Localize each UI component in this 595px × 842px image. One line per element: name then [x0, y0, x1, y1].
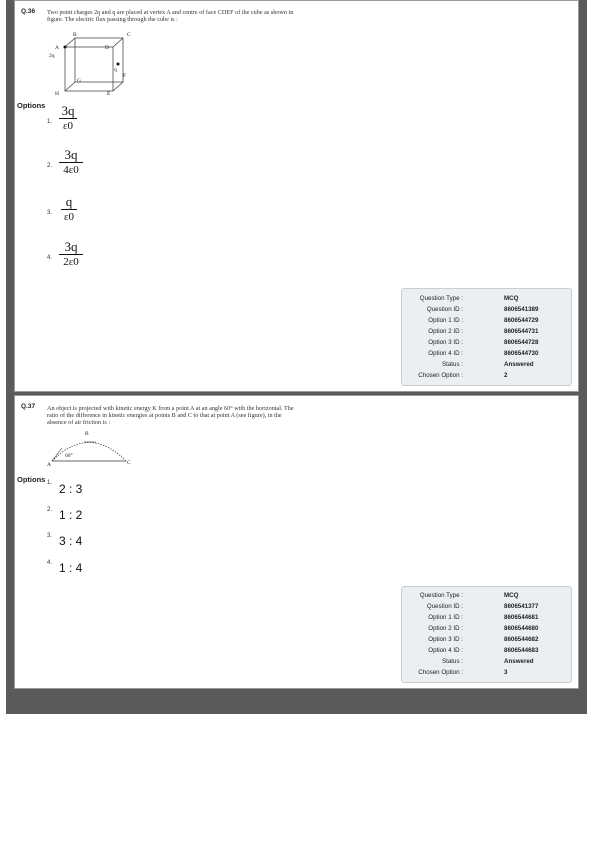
- denominator: ε0: [62, 120, 74, 132]
- option-2-text[interactable]: 1 : 2: [59, 508, 83, 522]
- numerator: q: [65, 194, 73, 209]
- question-number: Q.36: [21, 8, 36, 15]
- label-A: A: [47, 462, 51, 468]
- option-number: 2.: [47, 163, 53, 169]
- info-value: 8606544731: [504, 328, 539, 335]
- option-1-text[interactable]: 2 : 3: [59, 482, 83, 496]
- question-text: absence of air friction is :: [47, 419, 111, 426]
- fraction-bar: [59, 162, 83, 163]
- option-number: 3.: [47, 533, 53, 539]
- denominator: 4ε0: [63, 164, 79, 176]
- label-G: G: [77, 78, 81, 84]
- label-B: B: [85, 431, 89, 437]
- question-text: An object is projected with kinetic energy K from a point A at an angle 60° with the horizontal. The: [47, 405, 294, 412]
- velocity-arrow: [52, 448, 62, 461]
- cube-edge: [113, 38, 123, 47]
- option-4-text[interactable]: 1 : 4: [59, 561, 83, 575]
- option-number: 4.: [47, 255, 53, 261]
- info-value: 8606544728: [504, 339, 539, 346]
- option-3-fraction[interactable]: [61, 195, 77, 223]
- label-q: q: [114, 67, 117, 73]
- label-2q: 2q: [49, 53, 55, 59]
- question-number: Q.37: [21, 403, 36, 410]
- fraction-bar: [61, 209, 77, 210]
- info-label: Chosen Option :: [418, 669, 463, 676]
- label-H: H: [55, 91, 59, 97]
- info-label: Option 1 ID :: [428, 614, 463, 621]
- option-number: 4.: [47, 560, 53, 566]
- info-label: Status :: [442, 658, 463, 665]
- label-B: B: [73, 32, 77, 38]
- option-4-fraction[interactable]: [59, 240, 83, 268]
- info-label: Question ID :: [426, 306, 463, 313]
- question-36-card: [14, 0, 579, 392]
- option-3-text[interactable]: 3 : 4: [59, 534, 83, 548]
- label-E: E: [107, 91, 111, 97]
- question-info-panel: [401, 288, 572, 386]
- denominator: 2ε0: [63, 256, 79, 268]
- info-label: Option 4 ID :: [428, 350, 463, 357]
- info-value: 8606544680: [504, 625, 539, 632]
- info-label: Option 2 ID :: [428, 625, 463, 632]
- info-label: Question Type :: [419, 592, 463, 599]
- info-value: MCQ: [504, 295, 519, 302]
- info-value: 8606544683: [504, 647, 539, 654]
- projectile-figure: [40, 432, 140, 472]
- info-value: MCQ: [504, 592, 519, 599]
- info-value: 8606541377: [504, 603, 539, 610]
- numerator: 3q: [61, 103, 75, 118]
- question-37-card: [14, 395, 579, 689]
- info-label: Status :: [442, 361, 463, 368]
- label-C: C: [127, 460, 131, 466]
- info-label: Option 2 ID :: [428, 328, 463, 335]
- option-1-fraction[interactable]: [59, 104, 77, 132]
- info-value: 8606544730: [504, 350, 539, 357]
- info-value: 8606544682: [504, 636, 539, 643]
- info-value: 8606544681: [504, 614, 539, 621]
- cube-edge: [113, 82, 123, 91]
- question-info-panel: [401, 586, 572, 683]
- option-2-fraction[interactable]: [59, 148, 83, 176]
- question-text: figure. The electric flux passing through the cube is :: [47, 16, 178, 23]
- charge-2q-dot: [64, 46, 67, 49]
- numerator: 3q: [64, 147, 78, 162]
- option-number: 3.: [47, 210, 53, 216]
- options-label: Options: [17, 101, 46, 110]
- denominator: ε0: [63, 211, 75, 223]
- charge-q-dot: [117, 63, 120, 66]
- info-value: 2: [504, 372, 508, 379]
- info-label: Chosen Option :: [418, 372, 463, 379]
- label-F: F: [123, 73, 127, 79]
- numerator: 3q: [64, 239, 78, 254]
- fraction-bar: [59, 118, 77, 119]
- info-label: Question ID :: [426, 603, 463, 610]
- info-label: Option 3 ID :: [428, 339, 463, 346]
- info-value: 3: [504, 669, 508, 676]
- cube-edge: [65, 82, 75, 91]
- info-value: 8606541389: [504, 306, 539, 313]
- option-number: 2.: [47, 507, 53, 513]
- cube-edge: [65, 38, 75, 47]
- info-label: Question Type :: [419, 295, 463, 302]
- info-value: Answered: [504, 658, 534, 665]
- option-number: 1.: [47, 480, 53, 486]
- label-D: D: [105, 45, 109, 51]
- fraction-bar: [59, 254, 83, 255]
- info-label: Option 4 ID :: [428, 647, 463, 654]
- trajectory-path: [52, 443, 126, 462]
- info-value: Answered: [504, 361, 534, 368]
- info-label: Option 1 ID :: [428, 317, 463, 324]
- info-value: 8606544729: [504, 317, 539, 324]
- label-A: A: [55, 45, 59, 51]
- options-label: Options: [17, 475, 46, 484]
- info-label: Option 3 ID :: [428, 636, 463, 643]
- option-number: 1.: [47, 119, 53, 125]
- question-text: ratio of the difference in kinetic energies at points B and C to that at point A (see figure), in the: [47, 412, 282, 419]
- question-text: Two point charges 2q and q are placed at vertex A and centre of face CDEF of the cube as shown in: [47, 9, 294, 16]
- label-C: C: [127, 32, 131, 38]
- label-angle: 60°: [65, 453, 73, 459]
